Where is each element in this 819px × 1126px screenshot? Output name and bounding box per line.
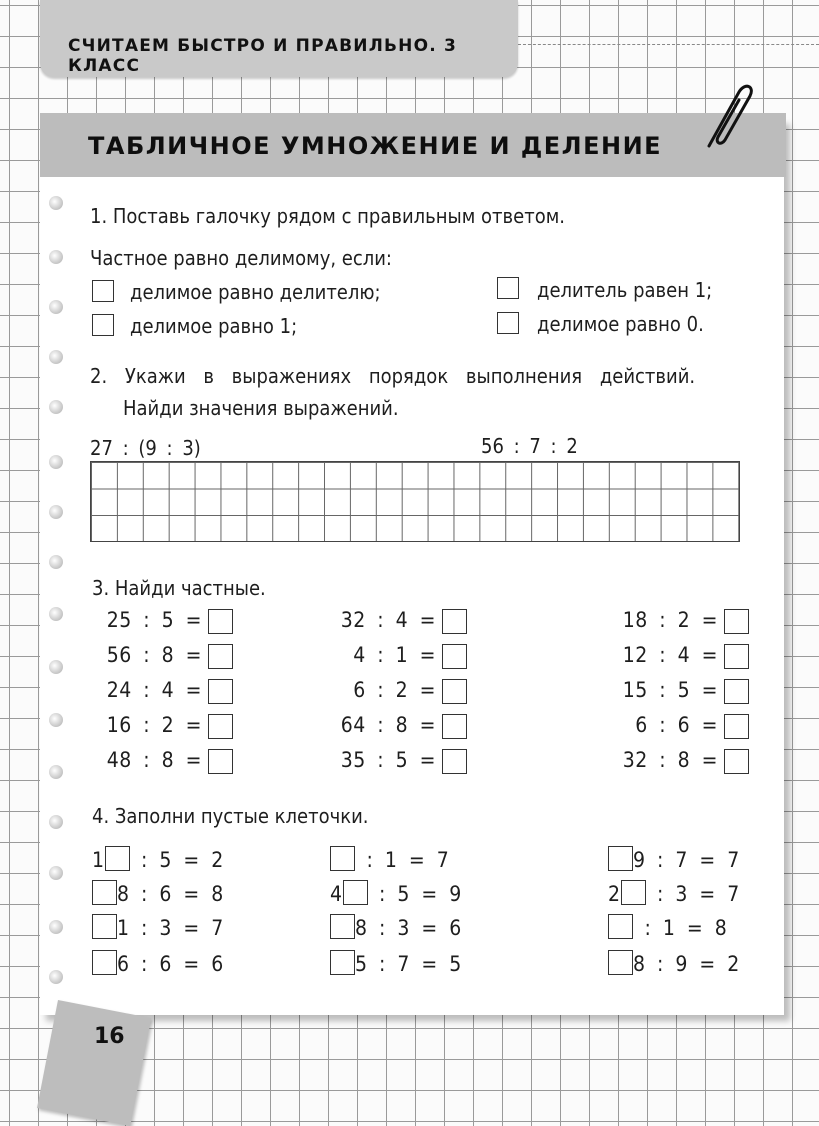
equation-suffix: 1 : 3 = 7 xyxy=(117,916,224,940)
answer-box[interactable] xyxy=(724,714,749,739)
missing-digit-equation xyxy=(330,950,462,976)
section-title-bar xyxy=(40,113,786,177)
task1-question: Частное равно делимому, если: xyxy=(90,246,392,270)
digit-box[interactable] xyxy=(608,950,633,975)
missing-digit-equation xyxy=(608,880,740,906)
series-header-tab xyxy=(40,0,518,77)
digit-box[interactable] xyxy=(343,880,368,905)
quotient-equation xyxy=(353,678,436,702)
quotient-equation xyxy=(635,713,718,737)
equation-text: 48 : 8 = xyxy=(106,748,202,772)
equation-text: 18 : 2 = xyxy=(622,608,718,632)
equation-suffix: : 5 = 2 xyxy=(129,848,224,872)
quotient-equation xyxy=(107,678,202,702)
page-number: 16 xyxy=(94,1024,125,1049)
missing-digit-equation xyxy=(92,880,224,906)
answer-box[interactable] xyxy=(724,679,749,704)
answer-box[interactable] xyxy=(208,644,233,669)
equation-suffix: : 3 = 7 xyxy=(645,882,740,906)
page-number-tab xyxy=(37,1000,151,1126)
binder-hole xyxy=(49,920,63,934)
binder-hole xyxy=(49,300,63,314)
answer-box[interactable] xyxy=(208,714,233,739)
quotient-equation xyxy=(107,608,202,632)
binder-hole xyxy=(49,970,63,984)
option-checkbox[interactable] xyxy=(497,277,519,299)
equation-text: 25 : 5 = xyxy=(106,608,202,632)
missing-digit-equation xyxy=(330,914,462,940)
answer-box[interactable] xyxy=(442,679,467,704)
binder-hole xyxy=(49,196,63,210)
answer-box[interactable] xyxy=(208,749,233,774)
equation-text: 32 : 8 = xyxy=(622,748,718,772)
answer-box[interactable] xyxy=(208,679,233,704)
digit-box[interactable] xyxy=(92,914,117,939)
answer-box[interactable] xyxy=(208,609,233,634)
quotient-equation xyxy=(623,643,718,667)
equation-suffix: 8 : 9 = 2 xyxy=(633,952,740,976)
missing-digit-equation xyxy=(608,950,740,976)
equation-text: 6 : 2 = xyxy=(353,678,436,702)
missing-digit-equation xyxy=(92,914,224,940)
binder-hole xyxy=(49,400,63,414)
equation-text: 16 : 2 = xyxy=(106,713,202,737)
answer-box[interactable] xyxy=(724,644,749,669)
digit-box[interactable] xyxy=(330,914,355,939)
option-label: делимое равно 0. xyxy=(537,312,704,336)
expression-1: 27 : (9 : 3) xyxy=(90,436,201,460)
digit-box[interactable] xyxy=(92,880,117,905)
equation-prefix: 4 xyxy=(330,882,343,906)
equation-text: 15 : 5 = xyxy=(622,678,718,702)
equation-suffix: : 1 = 8 xyxy=(633,916,728,940)
task4-prompt: 4. Заполни пустые клеточки. xyxy=(92,804,369,828)
binder-hole xyxy=(49,815,63,829)
quotient-equation xyxy=(341,748,436,772)
binder-hole xyxy=(49,455,63,469)
binder-hole xyxy=(49,866,63,880)
digit-box[interactable] xyxy=(105,846,130,871)
task2-prompt-line1: 2. Укажи в выражениях порядок выполнения действий. xyxy=(90,364,696,388)
answer-box[interactable] xyxy=(442,644,467,669)
digit-box[interactable] xyxy=(621,880,646,905)
binder-hole xyxy=(49,350,63,364)
missing-digit-equation xyxy=(608,846,740,872)
digit-box[interactable] xyxy=(330,950,355,975)
equation-text: 12 : 4 = xyxy=(622,643,718,667)
quotient-equation xyxy=(341,713,436,737)
binder-hole xyxy=(49,607,63,621)
equation-text: 64 : 8 = xyxy=(340,713,436,737)
quotient-equation xyxy=(107,713,202,737)
equation-suffix: 8 : 3 = 6 xyxy=(355,916,462,940)
answer-box[interactable] xyxy=(724,749,749,774)
quotient-equation xyxy=(353,643,436,667)
answer-box[interactable] xyxy=(442,749,467,774)
answer-box[interactable] xyxy=(724,609,749,634)
dashed-divider xyxy=(518,44,819,45)
binder-hole xyxy=(49,250,63,264)
missing-digit-equation xyxy=(608,914,727,940)
expression-2: 56 : 7 : 2 xyxy=(481,434,578,458)
answer-box[interactable] xyxy=(442,714,467,739)
quotient-equation xyxy=(107,643,202,667)
missing-digit-equation xyxy=(92,846,224,872)
option-label: делимое равно делителю; xyxy=(130,280,381,304)
task1-prompt: 1. Поставь галочку рядом с правильным ответом. xyxy=(90,204,565,228)
answer-box[interactable] xyxy=(442,609,467,634)
quotient-equation xyxy=(623,608,718,632)
option-label: делимое равно 1; xyxy=(130,314,298,338)
equation-suffix: 9 : 7 = 7 xyxy=(633,848,740,872)
binder-hole xyxy=(49,505,63,519)
equation-text: 24 : 4 = xyxy=(106,678,202,702)
equation-suffix: 8 : 6 = 8 xyxy=(117,882,224,906)
quotient-equation xyxy=(107,748,202,772)
answer-grid[interactable] xyxy=(90,461,740,542)
missing-digit-equation xyxy=(330,880,462,906)
digit-box[interactable] xyxy=(608,846,633,871)
section-title: ТАБЛИЧНОЕ УМНОЖЕНИЕ И ДЕЛЕНИЕ xyxy=(88,132,663,160)
equation-suffix: : 1 = 7 xyxy=(355,848,450,872)
equation-text: 6 : 6 = xyxy=(635,713,718,737)
binder-hole xyxy=(49,713,63,727)
digit-box[interactable] xyxy=(330,846,355,871)
equation-prefix: 2 xyxy=(608,882,621,906)
binder-hole xyxy=(49,555,63,569)
digit-box[interactable] xyxy=(608,914,633,939)
paperclip-icon xyxy=(695,76,757,156)
option-checkbox[interactable] xyxy=(497,312,519,334)
equation-suffix: 5 : 7 = 5 xyxy=(355,952,462,976)
equation-text: 56 : 8 = xyxy=(106,643,202,667)
digit-box[interactable] xyxy=(92,950,117,975)
missing-digit-equation xyxy=(92,950,224,976)
task3-prompt: 3. Найди частные. xyxy=(92,576,266,600)
quotient-equation xyxy=(341,608,436,632)
equation-prefix: 1 xyxy=(92,848,105,872)
equation-suffix: 6 : 6 = 6 xyxy=(117,952,224,976)
missing-digit-equation xyxy=(330,846,449,872)
option-checkbox[interactable] xyxy=(92,314,114,336)
equation-text: 32 : 4 = xyxy=(340,608,436,632)
equation-text: 4 : 1 = xyxy=(353,643,436,667)
option-label: делитель равен 1; xyxy=(537,278,713,302)
quotient-equation xyxy=(623,748,718,772)
quotient-equation xyxy=(623,678,718,702)
equation-suffix: : 5 = 9 xyxy=(367,882,462,906)
option-checkbox[interactable] xyxy=(92,280,114,302)
series-title: СЧИТАЕМ БЫСТРО И ПРАВИЛЬНО. 3 КЛАСС xyxy=(68,36,458,76)
equation-text: 35 : 5 = xyxy=(340,748,436,772)
task2-prompt-line2: Найди значения выражений. xyxy=(123,396,399,420)
binder-hole xyxy=(49,660,63,674)
binder-hole xyxy=(49,765,63,779)
